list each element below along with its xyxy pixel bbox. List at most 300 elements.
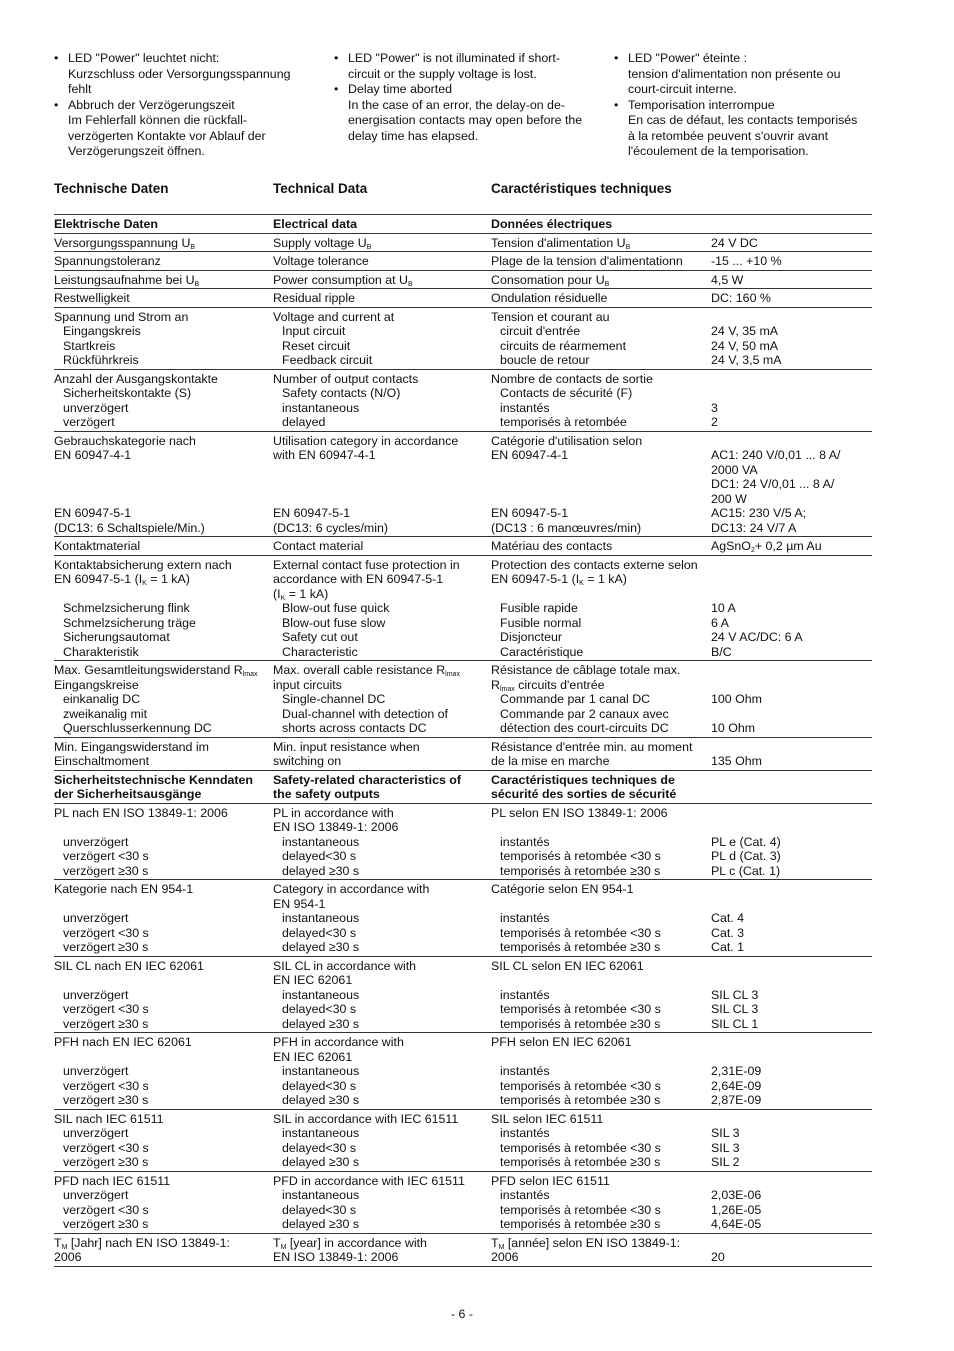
heading-english: Technical Data	[273, 181, 368, 196]
cell-line: 2	[711, 415, 718, 429]
cell-french	[491, 307, 711, 369]
cell-line	[54, 587, 273, 602]
cell-line	[711, 707, 872, 722]
cell-line: Anzahl der Ausgangskontakte	[54, 371, 218, 386]
cell-french	[491, 803, 711, 880]
note-line: • Abbruch der Verzögerungszeit	[68, 97, 235, 112]
cell-german	[54, 1233, 273, 1266]
cell-line: Dual-channel with detection of	[282, 706, 448, 721]
cell-line	[491, 1050, 711, 1065]
cell-german	[54, 803, 273, 880]
table-row	[54, 956, 872, 1033]
cell-line: delayed ≥30 s	[282, 1155, 360, 1169]
cell-value	[711, 307, 872, 369]
cell-line	[54, 492, 273, 507]
cell-line	[711, 386, 872, 401]
cell-french	[491, 537, 711, 556]
cell-line: 135 Ohm	[711, 754, 762, 768]
cell-french	[491, 215, 711, 234]
heading-french: Caractéristiques techniques	[491, 181, 672, 196]
cell-line: Feedback circuit	[282, 353, 373, 367]
cell-german	[54, 1033, 273, 1110]
cell-line	[54, 1050, 273, 1065]
cell-line: Spannungstoleranz	[54, 254, 161, 268]
cell-german	[54, 270, 273, 289]
cell-value	[711, 661, 872, 738]
cell-value	[711, 270, 872, 289]
cell-line	[711, 897, 872, 912]
cell-line: unverzögert	[63, 1126, 129, 1140]
cell-english	[273, 307, 491, 369]
cell-english	[273, 661, 491, 738]
cell-line	[54, 463, 273, 478]
cell-line: verzögert ≥30 s	[63, 1093, 149, 1107]
cell-french	[491, 1171, 711, 1233]
table-row	[54, 369, 872, 431]
cell-german	[54, 737, 273, 770]
cell-line: delayed<30 s	[282, 1140, 357, 1155]
cell-german	[54, 289, 273, 308]
cell-value	[711, 252, 872, 271]
cell-line: Résistance de câblage totale max.	[491, 663, 681, 677]
cell-german	[54, 537, 273, 556]
cell-value	[711, 770, 872, 803]
table-row	[54, 661, 872, 738]
note-line: • LED "Power" éteinte :	[628, 51, 747, 65]
notes-block	[54, 51, 884, 160]
section-header-row	[54, 770, 872, 803]
cell-line: instantés	[500, 400, 550, 415]
cell-line: 2,64E-09	[711, 1078, 762, 1093]
cell-line: SIL in accordance with IEC 61511	[273, 1111, 459, 1126]
note-item	[614, 51, 884, 98]
cell-line: Voltage tolerance	[273, 254, 369, 268]
cell-line: DC: 160 %	[711, 291, 771, 305]
note-line: delay time has elapsed.	[348, 128, 479, 143]
note-item	[54, 51, 334, 98]
cell-line: Caractéristique	[500, 644, 584, 659]
cell-line: delayed ≥30 s	[282, 1016, 360, 1031]
cell-line: unverzögert	[63, 1064, 129, 1078]
note-line: • LED "Power" leuchtet nicht:	[68, 51, 220, 65]
note-line: • LED "Power" is not illuminated if short-	[348, 51, 560, 65]
cell-line: 2,31E-09	[711, 1064, 762, 1078]
cell-german	[54, 215, 273, 234]
table-row	[54, 1033, 872, 1110]
cell-line: Schmelzsicherung flink	[63, 601, 190, 615]
cell-german	[54, 233, 273, 252]
cell-value	[711, 431, 872, 537]
cell-line: 3	[711, 400, 718, 415]
cell-line: delayed<30 s	[282, 1202, 357, 1217]
cell-line: Plage de la tension d'alimentationn	[491, 254, 683, 268]
cell-line: Leistungsaufnahme bei $U_B$	[54, 272, 200, 288]
cell-line: Utilisation category in accordance	[273, 433, 459, 448]
cell-line: Residual ripple	[273, 291, 355, 305]
cell-line	[711, 372, 872, 387]
cell-line: temporisés à retombée ≥30 s	[500, 1016, 661, 1031]
cell-line: instantés	[500, 1064, 550, 1078]
cell-line	[711, 663, 872, 678]
cell-line: temporisés à retombée <30 s	[500, 1002, 661, 1016]
cell-line: 4,64E-05	[711, 1217, 762, 1231]
cell-line: instantés	[500, 1188, 550, 1202]
cell-line: boucle de retour	[500, 353, 590, 367]
cell-line: EN 60947-5-1	[491, 506, 569, 520]
cell-english	[273, 289, 491, 308]
cell-line: Contact material	[273, 539, 364, 553]
note-line: • Delay time aborted	[348, 82, 452, 96]
cell-line: Safety-related characteristics of	[273, 772, 462, 787]
cell-french	[491, 737, 711, 770]
cell-line: 2,87E-09	[711, 1093, 762, 1107]
cell-line: Catégorie d'utilisation selon	[491, 433, 643, 448]
cell-line: Kontaktabsicherung extern nach	[54, 557, 232, 572]
cell-line: PL selon EN ISO 13849-1: 2006	[491, 805, 668, 820]
cell-line: verzögert <30 s	[63, 849, 149, 863]
cell-line: Elektrische Daten	[54, 217, 158, 231]
note-line: En cas de défaut, les contacts temporisés	[628, 113, 858, 127]
cell-line	[711, 587, 872, 602]
cell-line: shorts across contacts DC	[282, 721, 427, 735]
cell-line	[711, 678, 872, 693]
cell-line: Max. overall cable resistance $R_{lmax}$	[273, 663, 460, 678]
cell-line: $T_M$ [Jahr] nach EN ISO 13849-1:	[54, 1235, 230, 1251]
cell-line: SIL 3	[711, 1126, 740, 1140]
cell-line: Disjoncteur	[500, 630, 562, 644]
cell-line: EN 60947-4-1	[54, 448, 132, 462]
cell-line: Power consumption at $U_B$	[273, 272, 413, 288]
cell-line: PFH in accordance with	[273, 1035, 404, 1049]
cell-line: 2006	[54, 1250, 82, 1264]
cell-line: AgSnO$_2$+ 0,2 µm Au	[711, 539, 822, 554]
cell-line: instantés	[500, 987, 550, 1002]
cell-value	[711, 737, 872, 770]
cell-german	[54, 661, 273, 738]
cell-line: EN 60947-5-1	[54, 506, 132, 520]
cell-line	[711, 806, 872, 821]
cell-german	[54, 307, 273, 369]
note-item	[54, 98, 334, 160]
cell-value	[711, 555, 872, 661]
cell-value	[711, 215, 872, 234]
cell-line: delayed ≥30 s	[282, 940, 360, 954]
cell-german	[54, 431, 273, 537]
note-line: à la retombée peuvent s'ouvrir avant	[628, 128, 829, 143]
cell-french	[491, 270, 711, 289]
cell-line: Fusible rapide	[500, 601, 578, 615]
cell-line: (DC13 : 6 manœuvres/min)	[491, 520, 642, 535]
cell-line: Kontaktmaterial	[54, 539, 141, 553]
cell-line: EN IEC 62061	[273, 973, 353, 987]
cell-line: with EN 60947-4-1	[273, 448, 376, 462]
cell-line: Category in accordance with	[273, 882, 430, 896]
cell-line: AC1: 240 V/0,01 ... 8 A/	[711, 448, 841, 462]
cell-line: Min. input resistance when	[273, 739, 420, 754]
cell-line: $T_M$ [année] selon EN ISO 13849-1:	[491, 1235, 681, 1251]
cell-line	[711, 740, 872, 755]
cell-line: EN 60947-5-1 ($I_K = 1$ kA)	[491, 572, 627, 587]
cell-line: ($I_K = 1$ kA)	[273, 586, 329, 602]
cell-line: $T_M$ [year] in accordance with	[273, 1235, 427, 1251]
cell-line: verzögert ≥30 s	[63, 1217, 149, 1231]
cell-value	[711, 537, 872, 556]
cell-line	[54, 897, 273, 912]
cell-line: EN 60947-5-1 ($I_K = 1$ kA)	[54, 572, 190, 587]
cell-line: delayed<30 s	[282, 1078, 357, 1093]
cell-line: Voltage and current at	[273, 309, 395, 324]
table-row	[54, 1109, 872, 1171]
cell-line: Commande par 2 canaux avec	[500, 706, 669, 721]
cell-line: PL nach EN ISO 13849-1: 2006	[54, 805, 228, 820]
cell-line: SIL nach IEC 61511	[54, 1111, 164, 1126]
cell-line: Résistance d'entrée min. au moment	[491, 739, 693, 754]
cell-line: Blow-out fuse slow	[282, 615, 386, 630]
cell-line: SIL CL nach EN IEC 62061	[54, 958, 204, 973]
cell-line: Gebrauchskategorie nach	[54, 433, 196, 448]
cell-line: AC15: 230 V/5 A;	[711, 506, 807, 520]
note-line: energisation contacts may open before the	[348, 113, 583, 127]
cell-value	[711, 1233, 872, 1266]
cell-line: 200 W	[711, 491, 747, 506]
table-row	[54, 252, 872, 271]
cell-line	[711, 1174, 872, 1189]
cell-french	[491, 431, 711, 537]
cell-line: Versorgungsspannung $U_B$	[54, 235, 196, 251]
cell-line: sécurité des sorties de sécurité	[491, 787, 677, 801]
cell-english	[273, 737, 491, 770]
cell-line: Number of output contacts	[273, 371, 419, 386]
cell-line	[491, 477, 711, 492]
cell-line	[711, 882, 872, 897]
cell-line	[491, 587, 711, 602]
cell-line: temporisés à retombée ≥30 s	[500, 863, 661, 878]
cell-line: delayed ≥30 s	[282, 1093, 360, 1107]
cell-line: Max. Gesamtleitungswiderstand $R_{lmax}$	[54, 663, 258, 678]
cell-line: Données électriques	[491, 217, 613, 231]
cell-line: Contacts de sécurité (F)	[500, 386, 633, 400]
cell-line	[54, 820, 273, 835]
cell-line: temporisés à retombée ≥30 s	[500, 1217, 661, 1231]
cell-line: EN IEC 62061	[273, 1049, 353, 1064]
note-line: Kurzschluss oder Versorgungsspannung	[68, 66, 291, 81]
cell-line	[491, 463, 711, 478]
cell-english	[273, 1233, 491, 1266]
table-row	[54, 737, 872, 770]
cell-line: EN 60947-4-1	[491, 448, 569, 462]
cell-line: verzögert	[63, 415, 115, 429]
cell-line: einkanalig DC	[63, 692, 141, 706]
cell-line: instantaneous	[282, 987, 360, 1002]
cell-line: 24 V, 50 mA	[711, 338, 779, 353]
cell-line: SIL 2	[711, 1155, 740, 1169]
table-row	[54, 289, 872, 308]
cell-line: Single-channel DC	[282, 692, 386, 706]
cell-line: $R_{lmax}$ circuits d'entrée	[491, 677, 605, 693]
cell-line: switching on	[273, 754, 342, 768]
cell-line: circuits de réarmement	[500, 338, 627, 353]
cell-english	[273, 537, 491, 556]
cell-line: Commande par 1 canal DC	[500, 692, 651, 706]
cell-line: Cat. 4	[711, 911, 745, 925]
cell-line: SIL CL 3	[711, 987, 759, 1002]
cell-line: Sicherheitskontakte (S)	[63, 386, 192, 400]
cell-english	[273, 369, 491, 431]
cell-line: EN ISO 13849-1: 2006	[273, 1250, 399, 1264]
cell-line: PL d (Cat. 3)	[711, 849, 781, 863]
cell-german	[54, 555, 273, 661]
cell-line: verzögert ≥30 s	[63, 940, 149, 954]
cell-line	[711, 217, 872, 232]
cell-line: 4,5 W	[711, 272, 744, 287]
cell-line	[711, 558, 872, 573]
cell-line: 2006	[491, 1250, 519, 1264]
cell-line: 10 A	[711, 601, 736, 615]
cell-line: delayed ≥30 s	[282, 1217, 360, 1231]
table-row	[54, 233, 872, 252]
cell-french	[491, 1109, 711, 1171]
note-item	[334, 51, 614, 82]
cell-line: Catégorie selon EN 954-1	[491, 882, 634, 896]
cell-line	[54, 973, 273, 988]
cell-line: instantés	[500, 834, 550, 849]
note-line: circuit or the supply voltage is lost.	[348, 66, 537, 81]
cell-line: Einschaltmoment	[54, 754, 150, 768]
cell-line	[711, 820, 872, 835]
cell-value	[711, 369, 872, 431]
note-line: fehlt	[68, 82, 92, 96]
note-line: Im Fehlerfall können die rückfall-	[68, 113, 248, 127]
cell-line: SIL CL 3	[711, 1002, 759, 1016]
cell-english	[273, 956, 491, 1033]
cell-german	[54, 956, 273, 1033]
cell-line: instantaneous	[282, 1188, 360, 1202]
cell-line: circuit d'entrée	[500, 324, 581, 338]
cell-line: EN 60947-5-1	[273, 506, 351, 520]
cell-english	[273, 555, 491, 661]
cell-english	[273, 270, 491, 289]
cell-line: Cat. 1	[711, 940, 745, 954]
cell-line: temporisés à retombée <30 s	[500, 1202, 661, 1217]
cell-line: External contact fuse protection in	[273, 557, 460, 572]
cell-line: Ondulation résiduelle	[491, 291, 608, 305]
cell-english	[273, 880, 491, 957]
cell-line: Rückführkreis	[63, 353, 139, 367]
cell-line	[711, 959, 872, 974]
cell-line: verzögert ≥30 s	[63, 1016, 149, 1031]
cell-line	[711, 973, 872, 988]
cell-line: SIL 3	[711, 1140, 740, 1155]
cell-line: PFD selon IEC 61511	[491, 1173, 610, 1188]
cell-line: 24 V DC	[711, 235, 758, 250]
cell-line: verzögert <30 s	[63, 1140, 149, 1155]
notes-french	[614, 51, 884, 160]
cell-line: delayed	[282, 415, 326, 429]
cell-line: unverzögert	[63, 834, 129, 849]
cell-german	[54, 1171, 273, 1233]
cell-line: Consomation pour $U_B$	[491, 272, 610, 288]
cell-line: verzögert <30 s	[63, 925, 149, 940]
cell-line: DC1: 24 V/0,01 ... 8 A/	[711, 477, 835, 491]
table-row	[54, 1233, 872, 1266]
cell-line: instantés	[500, 911, 550, 925]
cell-line: PL c (Cat. 1)	[711, 863, 781, 878]
table-row	[54, 880, 872, 957]
cell-line: Querschlusserkennung DC	[63, 721, 212, 735]
cell-line: Safety contacts (N/O)	[282, 386, 401, 400]
cell-value	[711, 880, 872, 957]
cell-line	[273, 477, 491, 492]
cell-german	[54, 252, 273, 271]
cell-line: temporisés à retombée ≥30 s	[500, 940, 661, 954]
cell-value	[711, 1171, 872, 1233]
cell-line: Charakteristik	[63, 644, 139, 659]
cell-french	[491, 233, 711, 252]
cell-german	[54, 880, 273, 957]
cell-line: EN 954-1	[273, 896, 326, 911]
table-row	[54, 555, 872, 661]
cell-line	[711, 773, 872, 788]
table-row	[54, 803, 872, 880]
note-line: tension d'alimentation non présente ou	[628, 66, 841, 81]
cell-french	[491, 880, 711, 957]
note-line: • Temporisation interrompue	[628, 97, 775, 112]
cell-line: instantaneous	[282, 1064, 360, 1078]
table-row	[54, 431, 872, 537]
cell-line	[711, 434, 872, 449]
cell-line: temporisés à retombée <30 s	[500, 925, 661, 940]
cell-line: Sicherungsautomat	[63, 630, 170, 644]
cell-line: Protection des contacts externe selon	[491, 557, 698, 572]
note-line: l'écoulement de la temporisation.	[628, 144, 809, 158]
cell-line: temporisés à retombée <30 s	[500, 849, 661, 863]
cell-line: 24 V, 3,5 mA	[711, 353, 782, 367]
cell-line: Schmelzsicherung träge	[63, 615, 196, 630]
cell-line: verzögert ≥30 s	[63, 863, 149, 878]
cell-line: Nombre de contacts de sortie	[491, 371, 653, 386]
cell-line: temporisés à retombée ≥30 s	[500, 1155, 661, 1169]
cell-line: Tension et courant au	[491, 309, 610, 324]
cell-line: Supply voltage $U_B$	[273, 235, 372, 251]
cell-line: Spannung und Strom an	[54, 309, 189, 324]
cell-line: EN ISO 13849-1: 2006	[273, 820, 399, 834]
cell-line: 2,03E-06	[711, 1188, 762, 1202]
cell-line: PFH nach EN IEC 62061	[54, 1035, 192, 1049]
cell-line: temporisés à retombée	[500, 415, 627, 429]
cell-line: Restwelligkeit	[54, 291, 130, 305]
cell-line: SIL selon IEC 61511	[491, 1111, 604, 1126]
cell-line: 24 V, 35 mA	[711, 324, 779, 338]
cell-line: verzögert <30 s	[63, 1202, 149, 1217]
cell-line: temporisés à retombée <30 s	[500, 1140, 661, 1155]
cell-line	[711, 1035, 872, 1050]
cell-line: DC13: 24 V/7 A	[711, 520, 797, 535]
cell-line	[491, 492, 711, 507]
cell-english	[273, 252, 491, 271]
cell-german	[54, 369, 273, 431]
cell-value	[711, 803, 872, 880]
cell-line: 24 V AC/DC: 6 A	[711, 630, 803, 644]
cell-line	[711, 572, 872, 587]
cell-french	[491, 252, 711, 271]
note-line: In the case of an error, the delay-on de-	[348, 97, 565, 112]
notes-german	[54, 51, 334, 160]
cell-english	[273, 803, 491, 880]
cell-line: Reset circuit	[282, 338, 351, 353]
page-number: - 6 -	[450, 1307, 474, 1321]
cell-line: der Sicherheitsausgänge	[54, 787, 202, 801]
cell-line: -15 ... +10 %	[711, 254, 782, 268]
